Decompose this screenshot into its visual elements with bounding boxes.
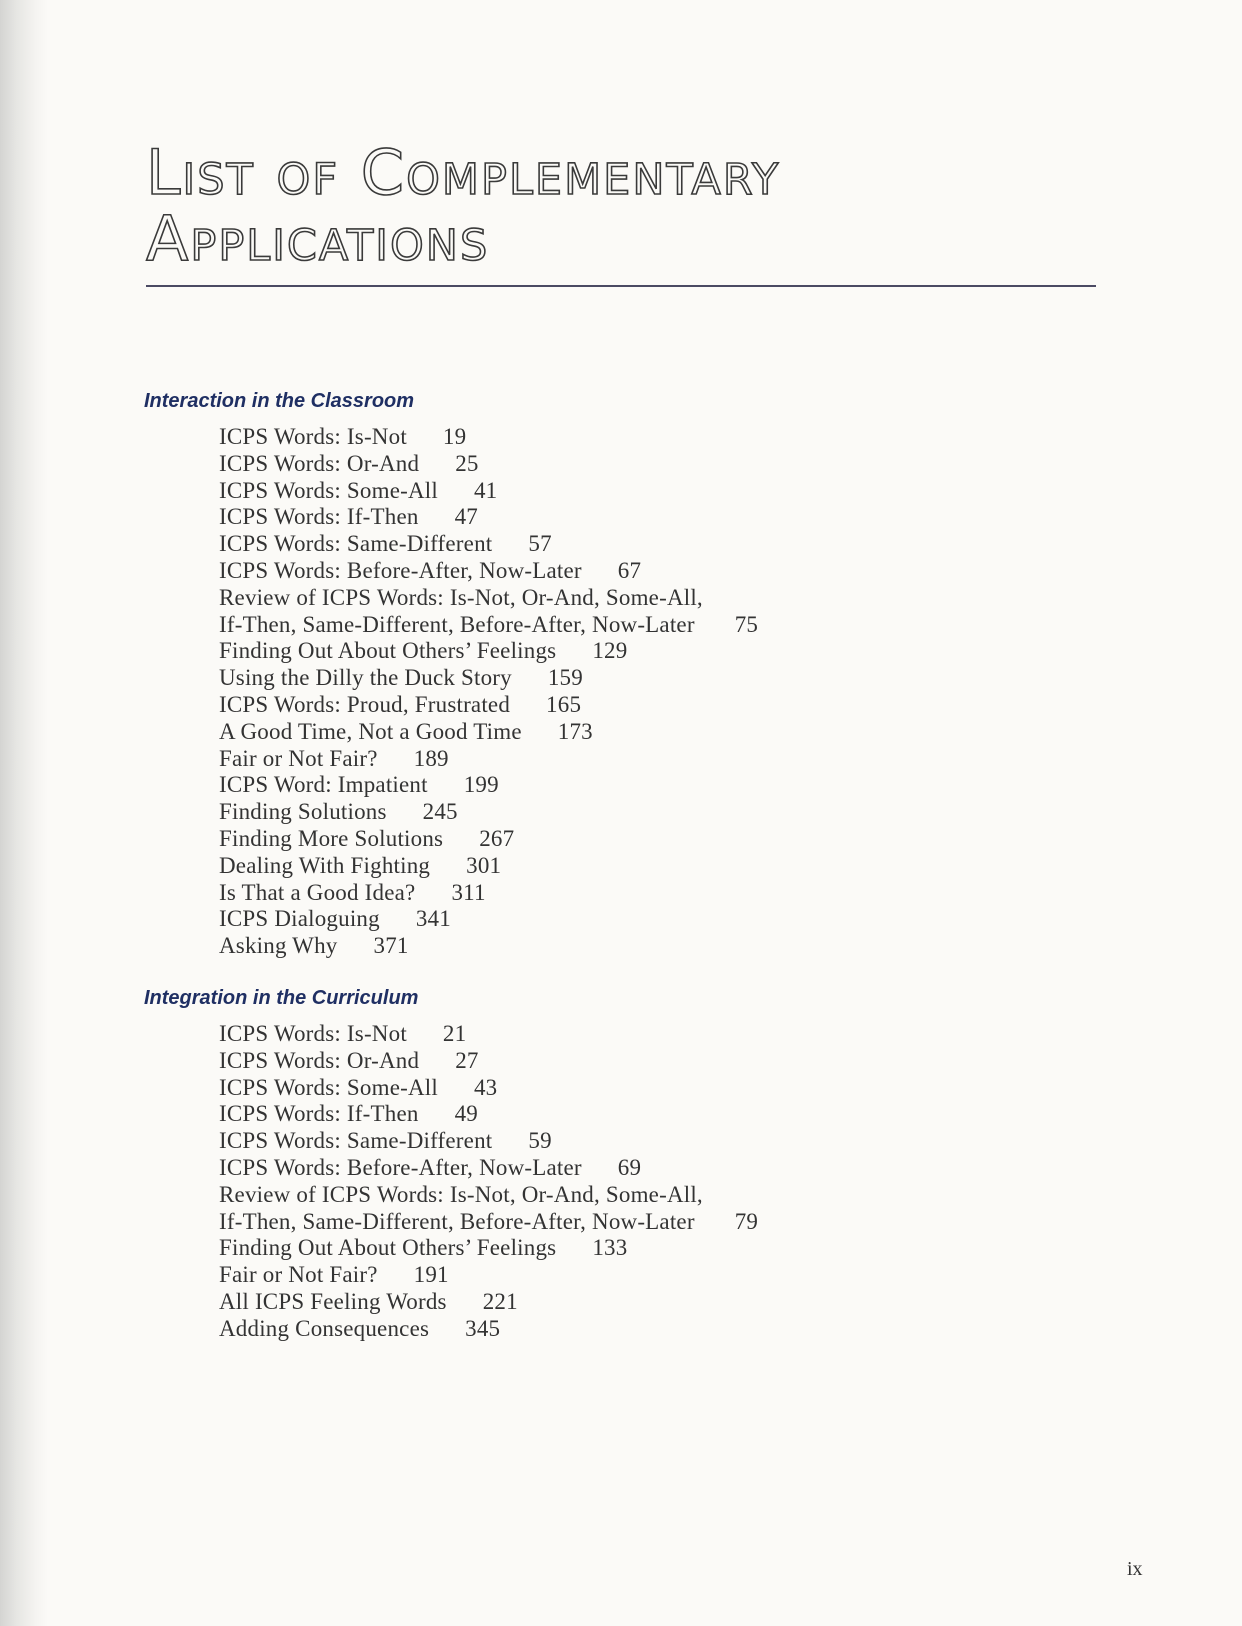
- list-item: [219, 1048, 758, 1075]
- list-item: [219, 478, 758, 505]
- list-item: [219, 826, 758, 853]
- entry-title: Using the Dilly the Duck Story: [219, 665, 512, 691]
- list-item: [219, 1182, 758, 1209]
- entry-title: ICPS Words: Or-And: [219, 450, 420, 476]
- entry-title: Adding Consequences: [219, 1315, 430, 1341]
- entry-page-number: 59: [528, 1128, 552, 1154]
- page-title-line-2: Applications: [146, 202, 490, 275]
- entry-page-number: 75: [734, 611, 759, 637]
- entry-list-classroom: [219, 424, 758, 960]
- list-item: [219, 719, 758, 746]
- entry-title: Dealing With Fighting: [219, 852, 431, 878]
- entry-title: Fair or Not Fair?: [219, 745, 378, 771]
- list-item: [219, 880, 758, 907]
- entry-page-number: 267: [479, 825, 515, 851]
- entry-page-number: 25: [455, 450, 479, 476]
- entry-page-number: 191: [413, 1262, 449, 1288]
- list-item: [219, 1075, 758, 1102]
- entry-page-number: 19: [442, 424, 467, 449]
- list-item: [219, 531, 758, 558]
- entry-page-number: 345: [465, 1315, 501, 1341]
- entry-title: ICPS Words: Same-Different: [219, 531, 493, 557]
- list-item: [219, 1155, 758, 1182]
- entry-page-number: 165: [546, 691, 582, 717]
- entry-title: Fair or Not Fair?: [219, 1262, 378, 1288]
- list-item: [219, 1101, 758, 1128]
- entry-page-number: 371: [373, 933, 409, 959]
- list-item: [219, 1289, 758, 1316]
- entry-page-number: 341: [415, 906, 451, 932]
- entry-page-number: 245: [422, 799, 458, 825]
- entry-page-number: 199: [463, 772, 499, 798]
- entry-title: ICPS Words: Before-After, Now-Later: [219, 1154, 582, 1180]
- entry-page-number: 301: [466, 852, 502, 878]
- entry-page-number: 67: [617, 557, 642, 583]
- list-item: [219, 933, 758, 960]
- list-item: [219, 746, 758, 773]
- list-item: [219, 638, 758, 665]
- list-item: [219, 692, 758, 719]
- list-item: [219, 1316, 758, 1343]
- binding-shadow: [0, 0, 48, 1626]
- list-item: [219, 906, 758, 933]
- entry-title: ICPS Words: Same-Different: [219, 1128, 493, 1154]
- entry-title: Finding More Solutions: [219, 825, 444, 851]
- entry-page-number: 189: [413, 745, 449, 771]
- entry-page-number: 43: [473, 1074, 498, 1100]
- list-item: [219, 585, 758, 612]
- entry-list-curriculum: [219, 1021, 758, 1343]
- entry-page-number: 69: [617, 1154, 642, 1180]
- entry-title: Finding Out About Others’ Feelings: [219, 638, 557, 664]
- entry-page-number: 57: [528, 531, 552, 557]
- entry-page-number: 129: [592, 638, 628, 664]
- section-heading-classroom: Interaction in the Classroom: [144, 390, 415, 412]
- list-item: [219, 451, 758, 478]
- page-title-line-1: List of Complementary: [146, 136, 781, 209]
- entry-title: Is That a Good Idea?: [219, 879, 416, 905]
- entry-title: ICPS Words: Before-After, Now-Later: [219, 557, 582, 583]
- entry-title: ICPS Dialoguing: [219, 906, 380, 932]
- entry-title: A Good Time, Not a Good Time: [219, 718, 522, 744]
- entry-title: Asking Why: [219, 933, 338, 959]
- list-item: [219, 1128, 758, 1155]
- page-number: ix: [1127, 1558, 1143, 1580]
- list-item: [219, 799, 758, 826]
- entry-page-number: 173: [557, 718, 593, 744]
- entry-title: ICPS Words: If-Then: [219, 504, 419, 530]
- list-item: [219, 1021, 758, 1048]
- entry-title: ICPS Words: Is-Not: [219, 424, 407, 449]
- page-title: [146, 136, 781, 275]
- entry-page-number: 47: [454, 504, 478, 530]
- list-item: [219, 424, 758, 451]
- entry-title: Review of ICPS Words: Is-Not, Or-And, Some-All,: [219, 1181, 703, 1207]
- entry-page-number: 79: [734, 1208, 759, 1234]
- entry-title: ICPS Words: Some-All: [219, 1074, 438, 1100]
- title-rule: [146, 285, 1096, 287]
- entry-title: ICPS Word: Impatient: [219, 772, 428, 798]
- list-item: [219, 1235, 758, 1262]
- section-heading-curriculum: Integration in the Curriculum: [144, 987, 419, 1009]
- list-item: [219, 1209, 758, 1236]
- list-item: [219, 612, 758, 639]
- entry-title: ICPS Words: Proud, Frustrated: [219, 691, 511, 717]
- entry-title: If-Then, Same-Different, Before-After, Now-Later: [219, 611, 695, 637]
- entry-page-number: 133: [592, 1235, 628, 1261]
- entry-page-number: 159: [547, 665, 583, 691]
- entry-title: ICPS Words: If-Then: [219, 1101, 419, 1127]
- entry-title: Finding Solutions: [219, 799, 387, 825]
- list-item: [219, 504, 758, 531]
- entry-page-number: 49: [454, 1101, 478, 1127]
- list-item: [219, 772, 758, 799]
- list-item: [219, 1262, 758, 1289]
- list-item: [219, 665, 758, 692]
- entry-title: Finding Out About Others’ Feelings: [219, 1235, 557, 1261]
- entry-page-number: 311: [451, 879, 486, 905]
- entry-title: If-Then, Same-Different, Before-After, Now-Later: [219, 1208, 695, 1234]
- entry-title: Review of ICPS Words: Is-Not, Or-And, Some-All,: [219, 584, 703, 610]
- list-item: [219, 853, 758, 880]
- entry-title: ICPS Words: Or-And: [219, 1047, 420, 1073]
- entry-page-number: 41: [473, 477, 498, 503]
- entry-page-number: 27: [455, 1047, 479, 1073]
- entry-page-number: 21: [442, 1021, 467, 1046]
- list-item: [219, 558, 758, 585]
- entry-title: All ICPS Feeling Words: [219, 1288, 447, 1314]
- entry-title: ICPS Words: Some-All: [219, 477, 438, 503]
- entry-title: ICPS Words: Is-Not: [219, 1021, 407, 1046]
- entry-page-number: 221: [482, 1288, 518, 1314]
